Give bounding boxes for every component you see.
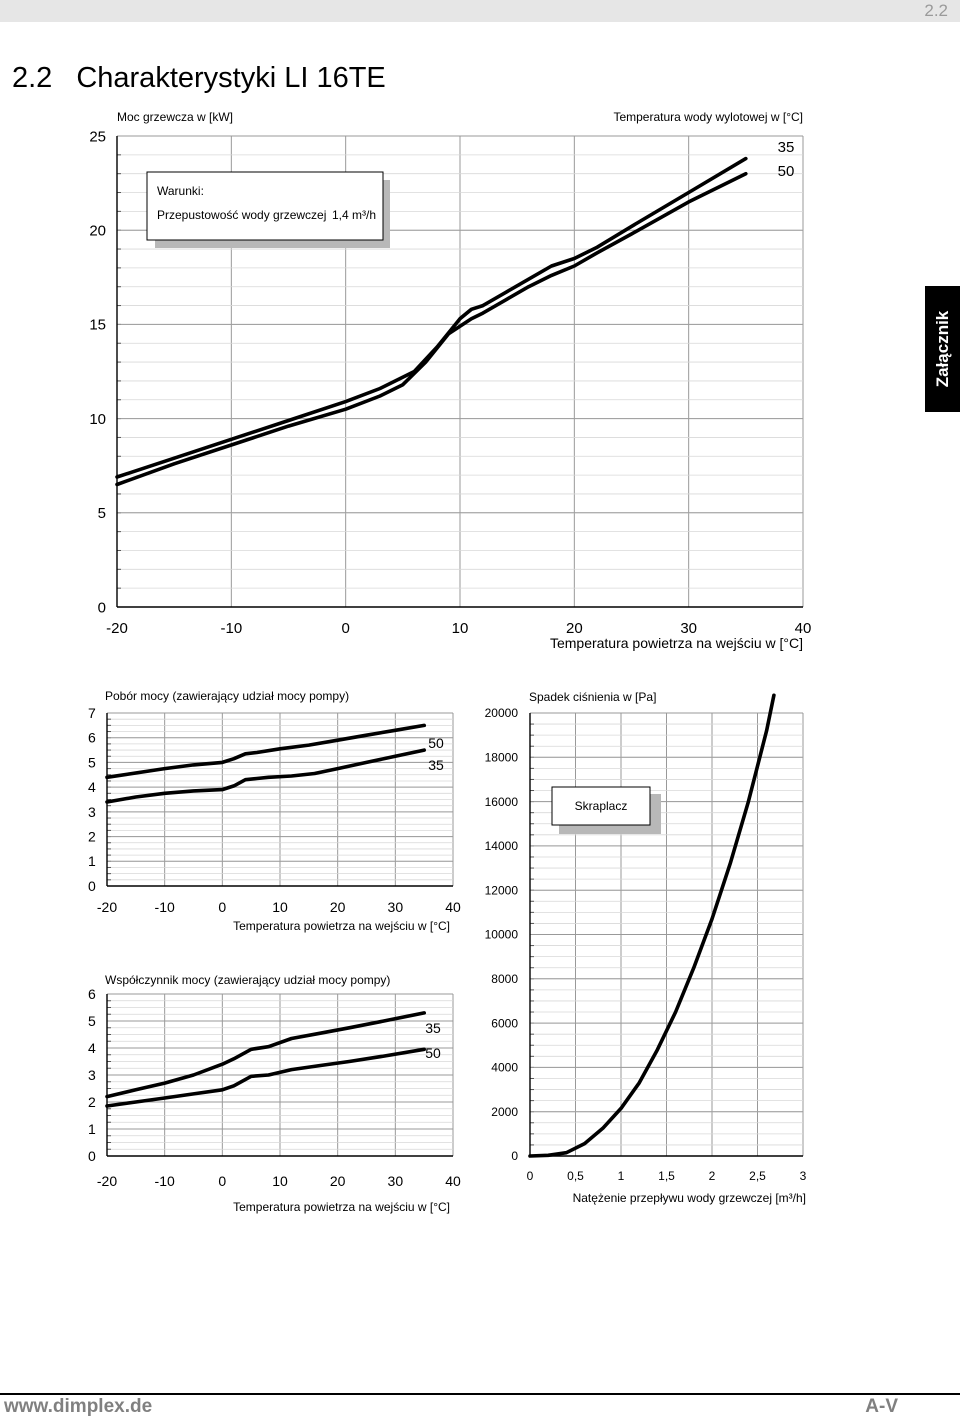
cop-series-label: 50	[425, 1045, 441, 1061]
power-y-tick-label: 3	[88, 803, 96, 820]
power-series-label: 50	[428, 735, 444, 751]
cop-x-tick-label: 0	[218, 1173, 227, 1189]
cop-y-tick-label: 3	[88, 1066, 96, 1083]
cop-series-line	[107, 1049, 424, 1106]
heating-legend-label: 35	[777, 139, 795, 156]
cop-y-tick-label: 2	[88, 1093, 96, 1110]
power-y-tick-label: 0	[88, 877, 96, 894]
heating-y-tick-label: 5	[97, 505, 106, 523]
heating-y-tick-label: 25	[89, 128, 106, 146]
cop-y-tick-label: 1	[88, 1120, 96, 1137]
cop-x-axis-title: Temperatura powietrza na wejściu w [°C]	[233, 1200, 450, 1214]
cop-y-tick-label: 0	[88, 1147, 96, 1164]
heating-y-tick-label: 0	[97, 599, 106, 617]
heating-x-tick-label: 40	[794, 620, 812, 637]
cop-x-tick-label: -20	[96, 1173, 118, 1189]
cop-y-tick-label: 6	[88, 985, 96, 1002]
conditions-heading: Warunki:	[157, 184, 204, 198]
power-x-tick-label: -10	[154, 899, 175, 915]
cop-x-tick-label: 40	[445, 1173, 461, 1189]
heating-x-tick-label: -20	[106, 620, 128, 637]
heating-x-axis-title: Temperatura powietrza na wejściu w [°C]	[549, 635, 803, 651]
heating-y-tick-label: 15	[89, 316, 106, 334]
heating-y-tick-label: 10	[89, 410, 106, 428]
cop-x-tick-label: 20	[329, 1173, 346, 1189]
pressure-x-axis-title: Natężenie przepływu wody grzewczej [m³/h]	[572, 1191, 806, 1205]
header-page-number: 2.2	[924, 1, 948, 20]
power-x-tick-label: -20	[96, 899, 118, 915]
pressure-y-tick-label: 4000	[491, 1060, 518, 1075]
cop-y-tick-label: 5	[88, 1012, 96, 1029]
pressure-x-tick-label: 1	[617, 1169, 625, 1183]
power-x-tick-label: 40	[445, 899, 461, 915]
pressure-y-tick-label: 18000	[484, 750, 518, 765]
heating-x-tick-label: 20	[565, 620, 583, 637]
pressure-y-tick-label: 0	[511, 1149, 518, 1164]
pressure-plot	[485, 690, 807, 1205]
pressure-series-line	[530, 695, 774, 1156]
power-plot	[88, 689, 461, 933]
pressure-y-tick-label: 14000	[484, 839, 518, 854]
section-tab-label: Załącznik	[932, 310, 952, 388]
cop-x-tick-label: 30	[387, 1173, 404, 1189]
pressure-y-tick-label: 10000	[484, 927, 518, 942]
heating-legend-title: Temperatura wody wylotowej w [°C]	[613, 110, 803, 124]
power-y-tick-label: 2	[88, 828, 96, 845]
pressure-y-tick-label: 20000	[484, 706, 518, 721]
power-y-tick-label: 7	[88, 704, 96, 721]
title-text: Charakterystyki LI 16TE	[76, 62, 386, 94]
cop-x-tick-label: 10	[272, 1173, 288, 1189]
footer-page: A-V	[865, 1396, 898, 1417]
heating-y-tick-label: 20	[89, 222, 106, 240]
heating-x-tick-label: 30	[680, 620, 698, 637]
conditions-value: 1,4 m³/h	[332, 208, 377, 222]
power-series-line	[107, 725, 424, 777]
pressure-x-tick-label: 1,5	[658, 1169, 675, 1183]
power-series-label: 35	[428, 757, 444, 773]
pressure-y-tick-label: 8000	[491, 972, 518, 986]
pressure-x-tick-label: 3	[799, 1169, 807, 1183]
power-x-tick-label: 20	[329, 899, 346, 915]
footer-rule	[0, 1393, 960, 1395]
power-chart-title: Pobór mocy (zawierający udział mocy pompy)	[105, 689, 350, 703]
heating-y-axis-title: Moc grzewcza w [kW]	[117, 110, 234, 124]
pressure-annotation-label: Skraplacz	[574, 799, 628, 813]
heating-legend-label: 50	[777, 163, 795, 180]
pressure-chart-title: Spadek ciśnienia w [Pa]	[529, 690, 657, 704]
cop-chart-title: Współczynnik mocy (zawierający udział mocy pompy)	[105, 973, 391, 987]
power-x-tick-label: 0	[218, 899, 227, 915]
pressure-x-tick-label: 2	[708, 1169, 716, 1183]
power-x-axis-title: Temperatura powietrza na wejściu w [°C]	[233, 919, 450, 933]
power-y-tick-label: 1	[88, 853, 96, 870]
cop-plot	[88, 973, 461, 1214]
power-y-tick-label: 4	[88, 779, 96, 796]
pressure-x-tick-label: 0	[526, 1169, 534, 1183]
conditions-label: Przepustowość wody grzewczej	[157, 208, 327, 222]
cop-x-tick-label: -10	[154, 1173, 175, 1189]
pressure-x-tick-label: 2,5	[749, 1169, 766, 1183]
power-y-tick-label: 6	[88, 729, 96, 746]
cop-y-tick-label: 4	[88, 1039, 96, 1056]
cop-series-label: 35	[425, 1020, 441, 1036]
power-x-tick-label: 10	[272, 899, 288, 915]
power-y-tick-label: 5	[88, 754, 96, 771]
power-x-tick-label: 30	[387, 899, 404, 915]
heating-x-tick-label: 0	[341, 620, 350, 637]
title-number: 2.2	[12, 62, 53, 94]
heating-x-tick-label: 10	[451, 620, 469, 637]
pressure-y-tick-label: 16000	[484, 794, 518, 809]
pressure-y-tick-label: 12000	[484, 883, 518, 898]
pressure-y-tick-label: 6000	[491, 1016, 518, 1031]
footer-website[interactable]: www.dimplex.de	[4, 1396, 153, 1417]
power-series-line	[107, 750, 424, 802]
pressure-y-tick-label: 2000	[491, 1104, 518, 1119]
heating-x-tick-label: -10	[220, 620, 243, 637]
pressure-x-tick-label: 0,5	[567, 1169, 584, 1183]
